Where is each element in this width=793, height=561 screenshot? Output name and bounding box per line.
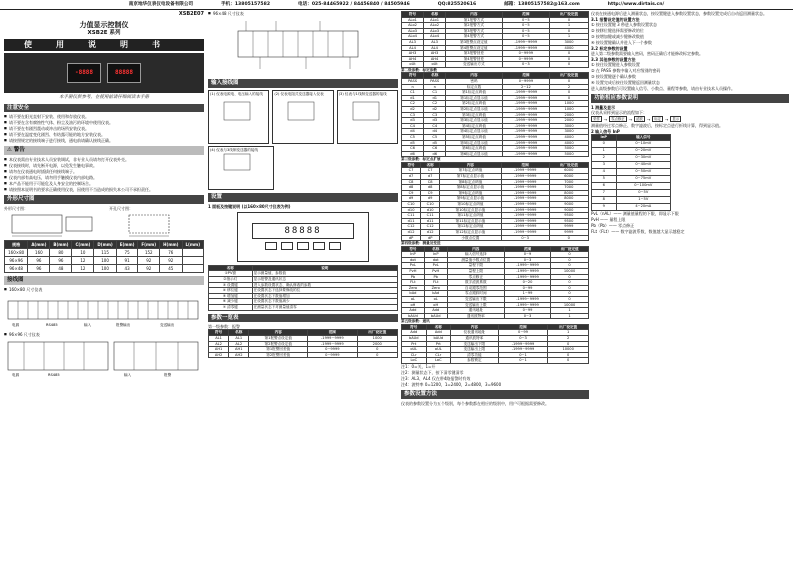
- step: ② 按移位键选择需要修改的位: [591, 28, 644, 33]
- down-key[interactable]: [313, 242, 325, 250]
- step: ③ 按设置键逐个确认参数: [591, 74, 636, 79]
- table-row: dot dot 测量值小数点位置 0~3 0: [402, 257, 589, 263]
- table-row: ⑥ 减少键 在设置状态下数值减少: [209, 299, 398, 305]
- table-row: d10 d10 第10标定点显示值 -1999~9999 9000: [402, 207, 589, 213]
- cutout-label: 开孔尺寸图：: [109, 206, 133, 212]
- table-row: Prt Prt 变送输出下限 -1999~9999 0: [402, 341, 589, 347]
- table-row: ⑤ 增加键 在设置状态下数值增加: [209, 293, 398, 299]
- wiring-note-c: ■ 96×48 尺寸仪表: [208, 11, 398, 16]
- device-display-b: 88888: [107, 63, 141, 83]
- step: ③ 按增加键或减少键修改数值: [591, 34, 644, 39]
- terminal-label: RS485: [48, 373, 60, 377]
- table-row: oUL oUL 变送输出上限 -1999~9999 10000: [402, 347, 589, 353]
- terminal-label: RS485: [46, 323, 58, 327]
- table-row: C10 C10 第10标定点码值 -1999~9999 9000: [402, 201, 589, 207]
- list-item: ■ 请不要在含有腐蚀性气体、粉尘及油污的环境中使用仪表。: [4, 120, 204, 125]
- table-row: ALo2 ALo2 第2报警方式 0~5 1: [402, 23, 589, 29]
- step: ④ 按设置键确认并进入下一个参数: [591, 40, 652, 45]
- terminal-label: 变送输出: [160, 323, 175, 327]
- table-row: CLr CLr 清零功能 0~1 0: [402, 352, 589, 358]
- table-row: 6 0~100mV: [592, 182, 671, 189]
- table-row: C1 C1 第1标定点码值 -1999~9999 0: [402, 90, 589, 96]
- table-row: d9 d9 第9标定点显示值 -1999~9999 8000: [402, 196, 589, 202]
- section-notice: 注意安全: [4, 104, 204, 113]
- column-3: [401, 11, 589, 559]
- arrow-right-icon: →: [646, 116, 651, 122]
- list-item: ■ 仪表接线时，请先断开电源，以免发生触电事故。: [4, 163, 204, 168]
- model-number: XSB2E07: [178, 11, 204, 17]
- table-row: d2 d2 第2标定点显示值 -1999~9999 1000: [402, 106, 589, 112]
- arrow-right-icon: →: [628, 116, 633, 122]
- table-row: dP dP 小数点位置 0~3 0: [402, 235, 589, 241]
- terminal-label: 输入: [84, 323, 92, 327]
- table-row: 8 1~5V: [592, 196, 671, 203]
- table-header: 符号 名称 内容 范围 出厂设定值: [402, 12, 589, 18]
- table-row: ALo4 ALo4 第4报警方式 0~5 1: [402, 34, 589, 40]
- section-warning: ⚠ 警告: [4, 146, 204, 155]
- table-title: 第三级参数：标定点扩展: [401, 157, 441, 162]
- contact-header: [0, 0, 793, 10]
- manual-motto: 本手册仅供参考，在使用前请仔细阅读本手册: [59, 94, 149, 100]
- table-row: d4 d4 第4标定点显示值 -1999~9999 3000: [402, 129, 589, 135]
- website-url[interactable]: http://www.dirtais.cn/: [607, 1, 665, 7]
- table-row: 96×96 96 96 12 100 91 92 92: [5, 257, 204, 265]
- terminal-label: 电源: [12, 373, 20, 377]
- bottom-line: PvH —— 量程上限: [591, 216, 626, 222]
- list-item: ■ 请不要在阳光直射下安装、使用和存放仪表。: [4, 114, 204, 119]
- note: 注2：测量状态下，按下清零键清零: [401, 369, 464, 375]
- list-item: ■ 请按照规定的接线端子进行接线，通电前请确认接线正确。: [4, 138, 204, 143]
- subsection-3-1: 3.1 报警设定值的设置方法: [591, 17, 640, 22]
- process-flow: [591, 116, 789, 122]
- section-param-method: 参数设置方法: [401, 390, 589, 399]
- input-box-3: (3) 仪表与1线制变送器的接线: [337, 90, 398, 144]
- section-dimension: 外形尺寸图: [4, 195, 204, 204]
- table-row: 5 0~75mV: [592, 175, 671, 182]
- table-row: C9 C9 第9标定点码值 -1999~9999 8000: [402, 190, 589, 196]
- set-key[interactable]: [265, 242, 277, 250]
- input-signal-table: [591, 134, 671, 211]
- table-row: C5 C5 第5标定点码值 -1999~9999 4000: [402, 134, 589, 140]
- table-row: C7 C7 第7标定点码值 -1999~9999 6000: [402, 168, 589, 174]
- paragraph: 进入高级参数后可设置输入信号、小数点、量程等参数，请由专业技术人员操作。: [591, 86, 735, 91]
- step: ④ 设置完成后按住设置键返回测量状态: [591, 80, 660, 85]
- qq-number: QQ:825520616: [437, 1, 477, 7]
- section-param-list: 参数一览表: [208, 314, 398, 323]
- table-row: 7 0~5V: [592, 189, 671, 196]
- table-row: Pb Pb 零点修正 -1999~9999 0: [402, 274, 589, 280]
- list-item: ■ 本仪表需由专业技术人员安装调试，非专业人员请勿打开仪表外壳。: [4, 157, 204, 162]
- product-series: XSB2E 系列: [87, 30, 121, 36]
- column-4: [591, 11, 789, 559]
- table-row: Zero Zero 自动跟零范围 0~99 0: [402, 285, 589, 291]
- table-row: AL1 AL1 第1报警点设定值 -1999~9999 1000: [209, 335, 398, 341]
- param-table-6: [401, 324, 589, 364]
- table-header: InP 输入信号: [592, 135, 671, 141]
- table-row: C6 C6 第6标定点码值 -1999~9999 5000: [402, 146, 589, 152]
- table-row: C2 C2 第2标定点码值 -1999~9999 1000: [402, 101, 589, 107]
- input-box-2: (2) 仪表电阻式变送器接入仪表: [272, 90, 333, 144]
- section-function: 功能相应参数说明: [591, 94, 789, 103]
- table-header: 符号 名称 内容 范围 出厂设定值: [402, 162, 589, 168]
- table-row: C3 C3 第3标定点码值 -1999~9999 2000: [402, 112, 589, 118]
- dimension-drawings: [4, 206, 204, 240]
- outline-drawing: [4, 211, 99, 239]
- step: ① 按住设置键进入参数设置: [591, 62, 640, 67]
- flow-step: 滤波: [636, 116, 643, 121]
- table-row: C4 C4 第4标定点码值 -1999~9999 3000: [402, 123, 589, 129]
- table-row: ⑦ 清零键 在测量状态下对测量值清零: [209, 304, 398, 310]
- intro-text: 仪表在接通电源后进入测量状态，按设置键进入参数设置状态，参数设置完成后自动返回测量状态。: [591, 11, 767, 16]
- bottom-line: FLt（FLt）—— 数字滤波系数，数值越大显示越稳定: [591, 228, 685, 234]
- mobile-number: 手机：13805157582: [221, 1, 271, 7]
- input-box-1: (1) 仪表电源电、电压输入的接线: [208, 90, 269, 144]
- email-address: 邮箱：13805157582@163.com: [504, 1, 580, 7]
- table-row: PvL PvL 量程下限 -1999~9999 0: [402, 263, 589, 269]
- table-row: LoC LoC 参数锁定 0~1 0: [402, 358, 589, 364]
- section-setup: 设置: [208, 193, 398, 202]
- table-header: 规格 A(mm) B(mm) C(mm) D(mm) E(mm) F(mm) H(mm) L(mm): [5, 241, 204, 249]
- paragraph: 测量值经过零点修正、数字滤波后，按标定点进行折线计算，得到显示值。: [591, 123, 723, 129]
- table-row: AH2 AH2 第2报警回差值 0~9999 0: [209, 352, 398, 358]
- bottom-line: Pb（Pb）—— 零点修正: [591, 222, 635, 228]
- table-title: 第四级参数：测量及变送: [401, 241, 441, 246]
- table-row: AH1 AH1 第1报警回差值 0~9999 0: [209, 347, 398, 353]
- table-row: bAd bAd 零点跟踪时间 1~99 0: [402, 291, 589, 297]
- param-subtitle: 第一级参数：报警: [208, 324, 240, 330]
- cutout-drawing: [109, 211, 204, 239]
- table-row: oL oL 变送输出下限 -1999~9999 0: [402, 296, 589, 302]
- table-row: AL3 AL3 第3报警点设定值 -1999~9999 3000: [402, 39, 589, 45]
- table-row: Add Add 通讯地址 0~99 1: [402, 308, 589, 314]
- section-wiring: 接线图: [4, 276, 204, 285]
- device-display-a: -8888: [67, 63, 101, 83]
- table-header: 符号 名称 内容 范围 出厂设定值: [402, 73, 589, 79]
- table-header: 符号 名称 内容 范围 出厂设定值: [402, 246, 589, 252]
- table-row: InP InP 输入信号选择 0~9 0: [402, 252, 589, 258]
- table-row: d11 d11 第11标定点显示值 -1999~9999 9500: [402, 218, 589, 224]
- outline-label: 外形尺寸图：: [4, 206, 28, 212]
- section-input-wiring: 输入接线图: [208, 79, 398, 88]
- wiring-diagram-a: [4, 293, 202, 331]
- list-item: ■ 请按照本说明书的要求正确使用仪表，因使用不当造成的损失本公司不承担责任。: [4, 187, 204, 192]
- list-item: ■ 仪表内部有高电压，请勿用手触摸仪表内部电路。: [4, 175, 204, 180]
- table-row: AL2 AL2 第2报警点设定值 -1999~9999 2000: [209, 341, 398, 347]
- table-row: AL4 AL4 第4报警点设定值 -1999~9999 4000: [402, 45, 589, 51]
- product-name: 力值显示控制仪: [79, 21, 129, 30]
- table-row: d5 d5 第5标定点显示值 -1999~9999 4000: [402, 140, 589, 146]
- param-table-3: [401, 72, 589, 157]
- table-row: 1 0~20mV: [592, 147, 671, 154]
- warning-list: [4, 157, 204, 192]
- flow-step: 零点修正: [611, 116, 625, 121]
- table-row: d12 d12 第12标定点显示值 -1999~9999 9999: [402, 229, 589, 235]
- table-row: C12 C12 第12标定点码值 -1999~9999 9999: [402, 224, 589, 230]
- table-row: FLt FLt 数字滤波系数 0~20 0: [402, 280, 589, 286]
- table-row: Add Add 仪表通讯地址 0~99 1: [402, 330, 589, 336]
- wiring-note-b: ■ 96×96 尺寸仪表: [4, 332, 204, 337]
- arrow-right-icon: →: [603, 116, 608, 122]
- table-row: ①PV窗 显示测量值、参数值: [209, 271, 398, 277]
- table-header: 符号 名称 内容 范围 出厂设定值: [402, 324, 589, 330]
- note: 注1：0=关，1=开: [401, 363, 436, 369]
- terminal-label: 报警: [164, 373, 172, 377]
- table-row: C11 C11 第11标定点码值 -1999~9999 9500: [402, 213, 589, 219]
- table-row: d1 d1 第1标定点显示值 -1999~9999 0: [402, 95, 589, 101]
- subsection-3-3: 3.3 其他参数的设置方法: [591, 57, 636, 62]
- input-box-4: (4) 仪表与3线制变送器的接线: [208, 146, 274, 190]
- table-row: AH3 AH3 第3报警回差 0~9999 0: [402, 51, 589, 57]
- subsection-3-2: 3.2 标定参数的设置: [591, 46, 628, 51]
- note: 注4：波特率 0=1200，1=2400，2=4800，3=9600: [401, 381, 502, 387]
- table-row: d8 d8 第8标定点显示值 -1999~9999 7000: [402, 185, 589, 191]
- step: ② 在 PASS 参数中输入对应级别的密码: [591, 68, 661, 73]
- table-row: 160×80 160 80 10 115 75 152 76: [5, 249, 204, 257]
- table-title: 第五级参数：通讯: [401, 319, 430, 324]
- table-row: PASS PASS 密码 0~9999 0: [402, 79, 589, 85]
- step: ① 按住设置键 3 秒进入参数设置状态: [591, 22, 657, 27]
- terminal-label: 报警输出: [116, 323, 131, 327]
- table-notes: [401, 364, 589, 387]
- warning-icon: ⚠: [7, 147, 14, 154]
- wiring-note-a: ■ 160×80 尺寸仪表: [4, 287, 204, 292]
- param-method-text: 仪表的参数设置分为五个级别，每个参数都在相应的级别中，用户可根据需要修改。: [401, 400, 549, 406]
- table-row: C8 C8 第8标定点码值 -1999~9999 7000: [402, 179, 589, 185]
- company-name: 南京地华仪表仪电设备有限公司: [128, 1, 194, 7]
- table-row: 3 0~40mV: [592, 161, 671, 168]
- table-row: PvH PvH 量程上限 -1999~9999 10000: [402, 268, 589, 274]
- table-row: oUt oUt 变送输出方式 0~3 0: [402, 62, 589, 68]
- wiring-diagram-b: [4, 338, 202, 378]
- key-description-table: [208, 265, 398, 311]
- table-row: d3 d3 第3标定点显示值 -1999~9999 2000: [402, 118, 589, 124]
- note: 注3：AL3、AL4 仅在带4路报警时有效: [401, 375, 471, 381]
- table-row: 2 0~30mV: [592, 154, 671, 161]
- table-row: bAUd bAUd 通讯波特率 0~3 2: [402, 336, 589, 342]
- input-wiring-boxes: [208, 90, 398, 144]
- table-row: d7 d7 第7标定点显示值 -1999~9999 6000: [402, 174, 589, 180]
- table-row: n n 标定点数 2~12 2: [402, 84, 589, 90]
- panel-display: 88888: [252, 223, 354, 239]
- bottom-line: PvL（nAL）—— 测量值量程的下限，即显示下限: [591, 210, 679, 216]
- list-item: ■ 本产品不能用于可能危及人身安全的控制场合。: [4, 181, 204, 186]
- table-header: 名称 说明: [209, 265, 398, 271]
- table-row: AH4 AH4 第4报警回差 0~9999 0: [402, 56, 589, 62]
- param-table-1: [208, 329, 398, 358]
- param-table-4: [401, 162, 589, 241]
- table-row: 9 4~20mA: [592, 203, 671, 210]
- up-key[interactable]: [297, 242, 309, 250]
- panel-keys: [265, 242, 341, 250]
- table-row: 4 0~50mV: [592, 168, 671, 175]
- table-row: d6 d6 第6标定点显示值 -1999~9999 5000: [402, 151, 589, 157]
- param-table-2: [401, 11, 589, 68]
- table-header: 符号 名称 内容 范围 出厂设定值: [209, 330, 398, 336]
- table-row: oH oH 变送输出上限 -1999~9999 10000: [402, 302, 589, 308]
- terminal-label: 电源: [12, 323, 20, 327]
- telephone-number: 电话：025-84465922 / 84456840 / 84505946: [298, 1, 410, 7]
- notice-list: [4, 114, 204, 143]
- dimension-table: [4, 240, 204, 273]
- column-1: [4, 11, 204, 559]
- panel-subtitle: 1 面板及按键说明 (以160×80尺寸仪表为例): [208, 203, 291, 209]
- flow-step: 标定: [654, 116, 661, 121]
- table-row: ALo1 ALo1 第1报警方式 0~5 0: [402, 17, 589, 23]
- table-row: ③ 设置键 进入参数设置状态、确认修改的参数: [209, 282, 398, 288]
- subsection-input: 2 输入信号 InP: [591, 129, 620, 135]
- table-title: 第二级参数：标定参数: [401, 67, 437, 72]
- list-item: ■ 请勿在仪表通电时插拔任何接线端子。: [4, 169, 204, 174]
- table-row: ②指示灯 显示报警及通讯状态: [209, 276, 398, 282]
- param-table-5: [401, 246, 589, 320]
- list-item: ■ 请不要在有剧烈震动或冲击的场所安装仪表。: [4, 126, 204, 131]
- table-row: 96×48 96 48 12 100 43 92 45: [5, 265, 204, 273]
- flow-step: 显示: [672, 116, 680, 121]
- product-photo: [4, 53, 204, 93]
- terminal-label: 输入: [124, 373, 132, 377]
- paragraph: 进入第二级参数需要输入密码，密码正确后才能修改标定参数。: [591, 51, 703, 56]
- list-item: ■ 请不要在温度变化剧烈、有结露可能的地方安装仪表。: [4, 132, 204, 137]
- subsection-measure: 1 测量及显示: [591, 104, 616, 110]
- table-row: ④ 移位键 在设置状态下选择要修改的位: [209, 288, 398, 294]
- arrow-right-icon: →: [664, 116, 669, 122]
- manual-title: 使用说明书: [4, 39, 204, 51]
- flow-step: 采样: [593, 116, 600, 121]
- clear-key[interactable]: [329, 242, 341, 250]
- shift-key[interactable]: [281, 242, 293, 250]
- table-row: ALo3 ALo3 第3报警方式 0~5 0: [402, 28, 589, 34]
- paragraph: 仪表从采样到显示的流程如下：: [591, 109, 647, 115]
- front-panel: [237, 212, 369, 262]
- table-row: bAUd bAUd 通讯波特率 0~3 1: [402, 313, 589, 319]
- wiring-diagram-c: [208, 17, 398, 75]
- table-row: 0 0~10mV: [592, 140, 671, 147]
- column-2: [208, 11, 398, 559]
